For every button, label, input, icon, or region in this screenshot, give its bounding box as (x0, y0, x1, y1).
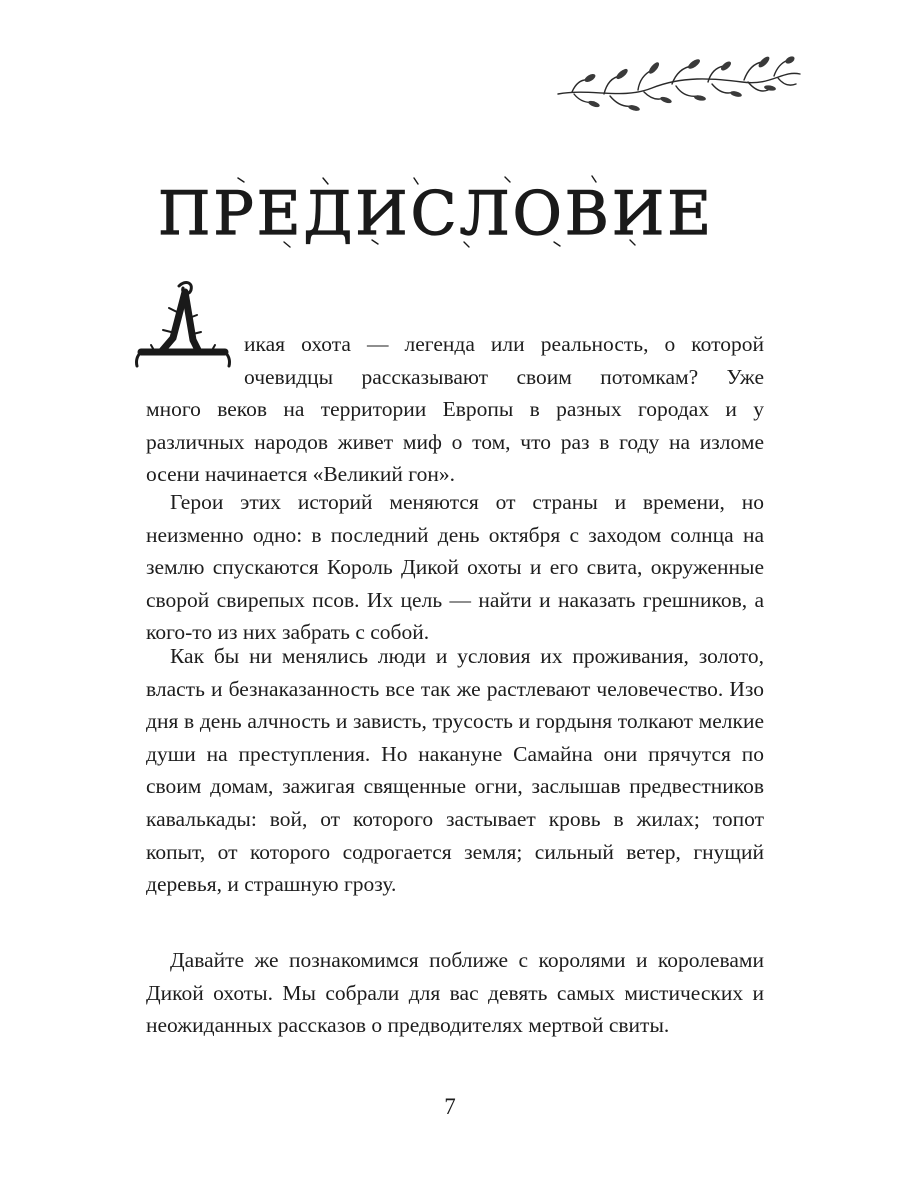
title-lettering (158, 168, 714, 254)
paragraph-1 (146, 328, 764, 491)
page-title (0, 168, 900, 254)
paragraph-1-line-1: икая охота — легенда или реальность, о которой (244, 332, 764, 356)
paragraph-4: Давайте же познакомимся поближе с королями и королевами Дикой охоты. Мы собрали для вас девять самых мистических и неожиданных рассказов о предводителях мертвой свиты. (146, 948, 764, 1038)
paragraph-3: Как бы ни менялись люди и условия их проживания, золото, власть и безнаказанность все так же растлевают человечество. Изо дня в день алчность и зависть, трусость и гордыня толкают мелкие души на преступления. Но накануне Самайна они прячутся по своим домам, зажигая священные огни, заслышав предвестников кавалькады: вой, от которого застывает кровь в жилах; топот копыт, от которого содрогается земля; сильный ветер, гнущий деревья, и страшную грозу. (146, 644, 764, 897)
page-number: 7 (444, 1094, 456, 1119)
floral-ornament-icon (552, 48, 804, 124)
paragraph-1-line-2: очевидцы рассказывают своим потомкам? Уже (244, 364, 764, 389)
svg-text:Д: Д (182, 338, 184, 339)
paragraph-1-rest: много веков на территории Европы в разных городах и у различных народов живет миф о том, что раз в году на изломе осени начинается «Великий гон». (146, 397, 764, 487)
svg-text:ПРЕДИСЛОВИЕ: ПРЕДИСЛОВИЕ (158, 179, 714, 249)
paragraph-2: Герои этих историй меняются от страны и времени, но неизменно одно: в последний день октября с заходом солнца на землю спускаются Король Дикой охоты и его свита, окруженные сворой свирепых псов. Их цель — найти и наказать грешников, а кого-то из них забрать с собой. (146, 490, 764, 645)
